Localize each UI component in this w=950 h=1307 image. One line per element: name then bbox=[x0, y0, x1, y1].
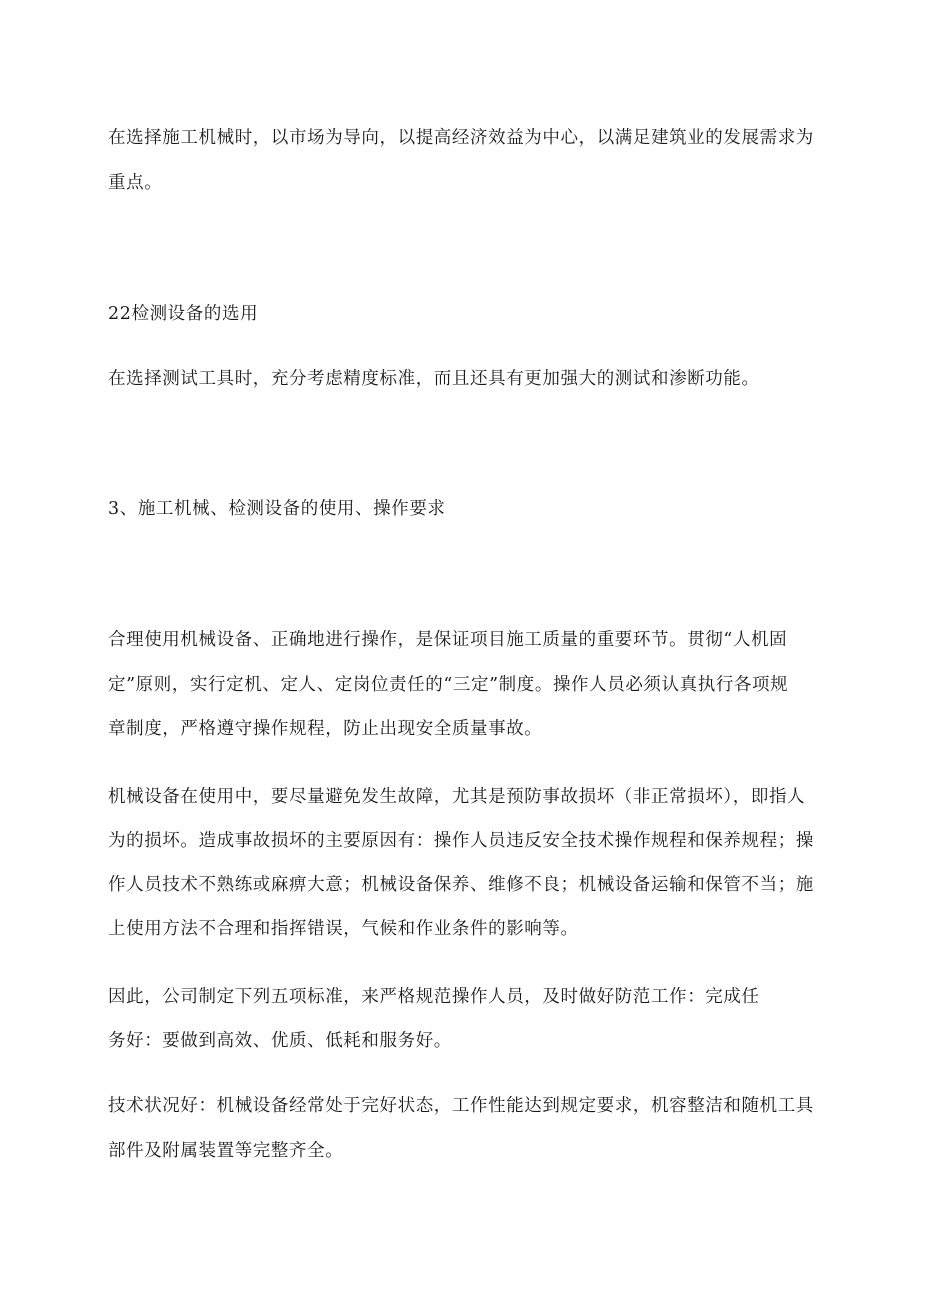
paragraph-line: 因此，公司制定下列五项标准，来严格规范操作人员，及时做好防范工作：完成任 bbox=[108, 987, 760, 1007]
paragraph-line: 重点。 bbox=[108, 173, 163, 193]
paragraph-line: 技术状况好：机械设备经常处于完好状态，工作性能达到规定要求，机容整洁和随机工具 bbox=[108, 1096, 814, 1116]
section-heading-2-2: 22检测设备的选用 bbox=[108, 304, 259, 324]
paragraph-line: 合理使用机械设备、正确地进行操作，是保证项目施工质量的重要环节。贯彻“人机固 bbox=[108, 630, 788, 650]
paragraph-line: 机械设备在使用中，要尽量避免发生故障，尤其是预防事故损坏（非正常损坏），即指人 bbox=[108, 787, 806, 807]
paragraph-line: 上使用方法不合理和指挥错误，气候和作业条件的影响等。 bbox=[108, 919, 579, 939]
paragraph-line: 部件及附属装置等完整齐全。 bbox=[108, 1141, 344, 1161]
paragraph-line: 章制度，严格遵守操作规程，防止出现安全质量事故。 bbox=[108, 719, 543, 739]
paragraph-line: 作人员技术不熟练或麻痹大意；机械设备保养、维修不良；机械设备运输和保管不当；施 bbox=[108, 875, 814, 895]
paragraph-line: 为的损坏。造成事故损坏的主要原因有：操作人员违反安全技术操作规程和保养规程；操 bbox=[108, 831, 814, 851]
paragraph-line: 在选择施工机械时，以市场为导向，以提高经济效益为中心，以满足建筑业的发展需求为 bbox=[108, 128, 814, 148]
paragraph-line: 定”原则，实行定机、定人、定岗位责任的“三定”制度。操作人员必须认真执行各项规 bbox=[108, 675, 789, 695]
paragraph-line: 在选择测试工具时，充分考虑精度标准，而且还具有更加强大的测试和渗断功能。 bbox=[108, 369, 760, 389]
paragraph-line: 务好：要做到高效、优质、低耗和服务好。 bbox=[108, 1031, 452, 1051]
section-heading-3: 3、施工机械、检测设备的使用、操作要求 bbox=[108, 499, 446, 519]
